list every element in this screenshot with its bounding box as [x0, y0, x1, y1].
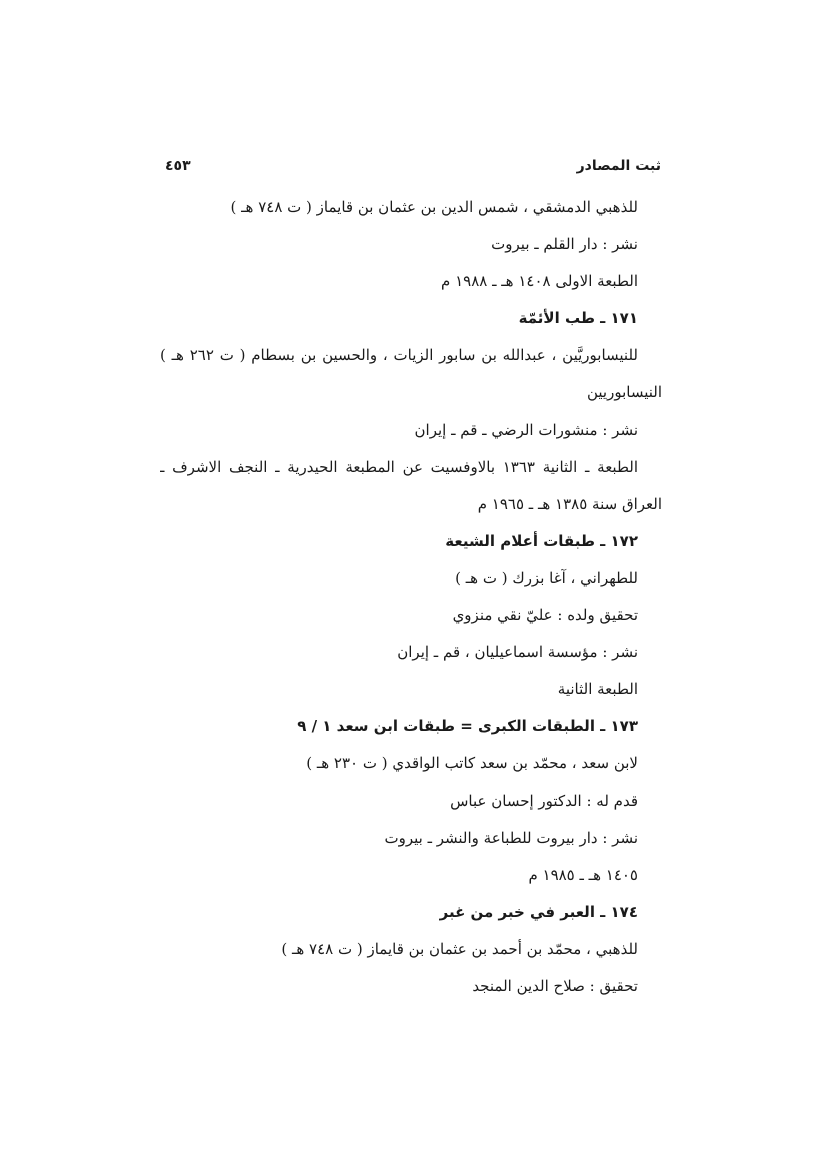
bibliography-body: [160, 192, 662, 1008]
entry-publisher-line: نشر : منشورات الرضي ـ قم ـ إيران: [414, 420, 638, 439]
entry-author-line: للنيسابوريَّين ، عبدالله بن سابور الزيات ، والحسين بن بسطام ( ت ٢٦٢ هـ ): [160, 346, 638, 365]
entry-author-continuation: النيسابوريين: [586, 383, 662, 402]
entry-date-line: ١٤٠٥ هـ ـ ١٩٨٥ م: [528, 865, 638, 884]
entry-author-line: للطهراني ، آغا بزرك ( ت هـ ): [455, 568, 638, 587]
entry-publisher-line: نشر : دار بيروت للطباعة والنشر ـ بيروت: [384, 828, 638, 847]
entry-heading-172: ١٧٢ ـ طبقات أعلام الشيعة: [445, 531, 638, 550]
entry-author-line: للذهبي ، محمّد بن أحمد بن عثمان بن قايماز ( ت ٧٤٨ هـ ): [281, 939, 638, 958]
entry-author-line: للذهبي الدمشقي ، شمس الدين بن عثمان بن قايماز ( ت ٧٤٨ هـ ): [230, 198, 638, 216]
entry-edition-continuation: العراق سنة ١٣٨٥ هـ ـ ١٩٦٥ م: [477, 494, 662, 513]
entry-heading-174: ١٧٤ ـ العبر في خبر من غبر: [439, 902, 638, 921]
page-number: ٤٥٣: [165, 158, 191, 174]
entry-author-line: لابن سعد ، محمّد بن سعد كاتب الواقدي ( ت ٢٣٠ هـ ): [306, 754, 638, 773]
entry-introduction-line: قدم له : الدكتور إحسان عباس: [450, 791, 638, 810]
entry-editor-line: تحقيق : صلاح الدين المنجد: [472, 976, 638, 995]
entry-editor-line: تحقيق ولده : عليّ نقي منزوي: [452, 606, 638, 625]
entry-heading-171: ١٧١ ـ طب الأئمّة: [518, 309, 638, 328]
entry-edition-line: الطبعة الثانية: [557, 680, 638, 699]
entry-publisher-line: نشر : دار القلم ـ بيروت: [491, 235, 638, 254]
entry-heading-173: ١٧٣ ـ الطبقات الكبرى = طبقات ابن سعد ١ / ٩: [297, 717, 638, 736]
entry-edition-line: الطبعة ـ الثانية ١٣٦٣ بالاوفسيت عن المطبعة الحيدرية ـ النجف الاشرف ـ: [160, 457, 638, 476]
running-header: [165, 158, 661, 182]
entry-edition-line: الطبعة الاولى ١٤٠٨ هـ ـ ١٩٨٨ م: [441, 272, 638, 291]
running-title: ثبت المصادر: [576, 158, 661, 174]
entry-publisher-line: نشر : مؤسسة اسماعيليان ، قم ـ إيران: [397, 643, 638, 662]
